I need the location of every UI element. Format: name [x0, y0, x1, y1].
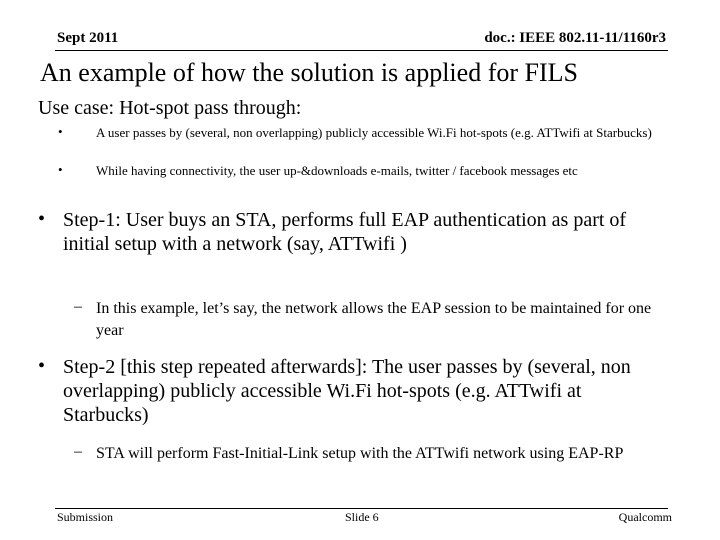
footer-divider [55, 508, 668, 509]
header-doc-id: doc.: IEEE 802.11-11/1160r3 [484, 30, 666, 46]
step-1-subpoint: In this example, let’s say, the network allows the EAP session to be maintained for one year [96, 300, 652, 339]
use-case-bullet-2: While having connectivity, the user up-&downloads e-mails, twitter / facebook messages etc [96, 163, 578, 178]
dash-icon: – [74, 298, 82, 315]
header-divider [55, 50, 668, 51]
bullet-icon: • [38, 355, 46, 377]
step-1-text: Step-1: User buys an STA, performs full EAP authentication as part of initial setup with a network (say, ATTwifi ) [63, 209, 627, 255]
slide-title: An example of how the solution is applied for FILS [40, 58, 578, 87]
header-date: Sept 2011 [57, 30, 119, 46]
footer-left: Submission [57, 510, 114, 524]
use-case-bullet-1: A user passes by (several, non overlapping) publicly accessible Wi.Fi hot-spots (e.g. ATTwifi at Starbucks) [96, 125, 652, 140]
bullet-icon: • [58, 162, 63, 177]
dash-icon: – [74, 443, 82, 460]
step-2-text: Step-2 [this step repeated afterwards]: The user passes by (several, non overlapping) publicly accessible Wi.Fi hot-spots (e.g. ATTwifi at Starbucks) [63, 356, 631, 426]
use-case-heading: Use case: Hot-spot pass through: [38, 97, 302, 119]
step-2-subpoint: STA will perform Fast-Initial-Link setup with the ATTwifi network using EAP-RP [96, 445, 624, 462]
bullet-icon: • [38, 208, 46, 230]
bullet-icon: • [58, 124, 63, 139]
footer-slide-number: Slide 6 [345, 510, 379, 524]
footer-right: Qualcomm [618, 510, 672, 524]
